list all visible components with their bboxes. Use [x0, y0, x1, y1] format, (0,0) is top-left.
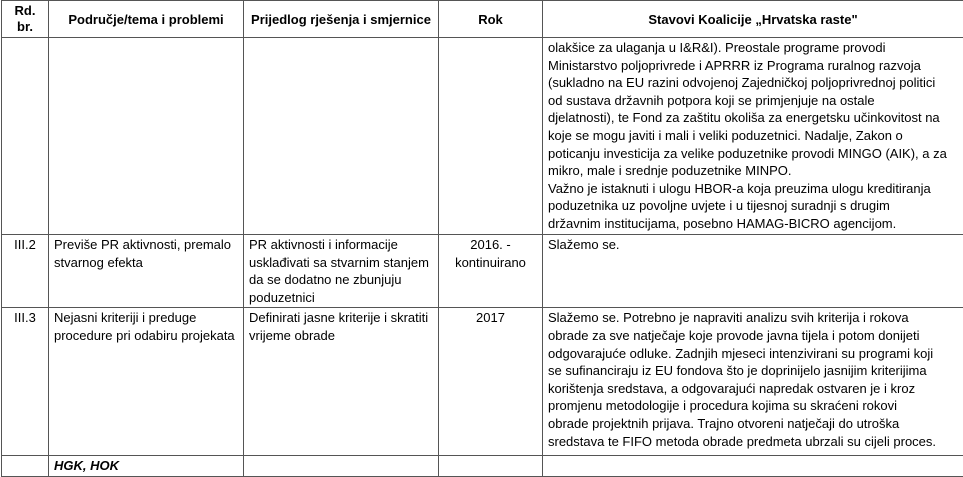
- stance-line: poduzetnika uz povoljne uvjete i u tijesnoj suradnji s drugim: [548, 197, 958, 215]
- stance-line: poticanju investicija za velike poduzetnike provodi MINGO (AIK), a za: [548, 145, 958, 163]
- row-topic: Nejasni kriteriji i preduge procedure pri odabiru projekata: [49, 308, 244, 456]
- header-deadline: Rok: [439, 1, 543, 38]
- stance-line: od sustava državnih potpora koji se primjenjuje na ostale: [548, 92, 958, 110]
- stance-line: Slažemo se.: [548, 236, 958, 254]
- section-row-number: [2, 456, 49, 477]
- row-deadline: [439, 38, 543, 235]
- header-row-number: [2, 1, 49, 38]
- stance-line: obrade za sve natječaje koje provode javna tijela i potom donijeti: [548, 327, 958, 345]
- header-stance: Stavovi Koalicije „Hrvatska raste": [543, 1, 963, 38]
- section-row-proposal: [244, 456, 439, 477]
- stance-line: Važno je istaknuti i ulogu HBOR-a koja preuzima ulogu kreditiranja: [548, 180, 958, 198]
- row-stance: [543, 235, 963, 308]
- row-topic: Previše PR aktivnosti, premalo stvarnog efekta: [49, 235, 244, 308]
- header-proposal: Prijedlog rješenja i smjernice: [244, 1, 439, 38]
- row-deadline: 2017: [439, 308, 543, 456]
- section-row-stance: [543, 456, 963, 477]
- stance-line: se sufinanciraju iz EU fondova što je doprinijelo jasnijim kriterijima: [548, 362, 958, 380]
- stance-line: sredstava te FIFO metoda obrade predmeta ubrzali su cijeli proces.: [548, 433, 958, 451]
- stance-line: koje se mogu javiti i mali i veliki poduzetnici. Nadalje, Zakon o: [548, 127, 958, 145]
- table-row: [2, 308, 963, 456]
- row-stance: [543, 38, 963, 235]
- stance-line: Ministarstvo poljoprivrede i APRRR iz Programa ruralnog razvoja: [548, 57, 958, 75]
- stance-line: Slažemo se. Potrebno je napraviti analizu svih kriterija i rokova: [548, 309, 958, 327]
- row-proposal: Definirati jasne kriterije i skratiti vrijeme obrade: [244, 308, 439, 456]
- proposals-table: [1, 0, 963, 477]
- stance-line: promjenu metodologije i procedura kojima su skraćeni rokovi: [548, 397, 958, 415]
- row-stance: [543, 308, 963, 456]
- stance-line: (sukladno na EU razini odvojenoj Zajedničkoj poljoprivrednoj politici: [548, 74, 958, 92]
- section-row: [2, 456, 963, 477]
- table-row: [2, 38, 963, 235]
- row-proposal: [244, 38, 439, 235]
- stance-line: državnim institucijama, posebno HAMAG-BICRO agencijom.: [548, 215, 958, 233]
- stance-line: olakšice za ulaganja u I&R&I). Preostale programe provodi: [548, 39, 958, 57]
- stance-line: obrade projektnih prijava. Trajno otvoreni natječaji do utroška: [548, 415, 958, 433]
- stance-line: mikro, male i srednje poduzetnike MINPO.: [548, 162, 958, 180]
- section-label: HGK, HOK: [49, 456, 244, 477]
- table-row: [2, 235, 963, 308]
- row-number: III.3: [2, 308, 49, 456]
- row-topic: [49, 38, 244, 235]
- stance-line: djelatnosti), te Fond za zaštitu okoliša za energetsku učinkovitost na: [548, 109, 958, 127]
- header-row-number-line2: br.: [17, 19, 33, 34]
- row-number: III.2: [2, 235, 49, 308]
- header-topic: Područje/tema i problemi: [49, 1, 244, 38]
- row-proposal: PR aktivnosti i informacije usklađivati sa stvarnim stanjem da se dodatno ne zbunjuju poduzetnici: [244, 235, 439, 308]
- table-header-row: [2, 1, 963, 38]
- row-deadline: 2016. - kontinuirano: [439, 235, 543, 308]
- row-number: [2, 38, 49, 235]
- stance-line: odgovarajuće odluke. Zadnjih mjeseci intenzivirani su programi koji: [548, 345, 958, 363]
- section-row-deadline: [439, 456, 543, 477]
- header-row-number-line1: Rd.: [15, 3, 36, 18]
- stance-line: korištenja sredstava, a odgovarajući napredak ostvaren je i kroz: [548, 380, 958, 398]
